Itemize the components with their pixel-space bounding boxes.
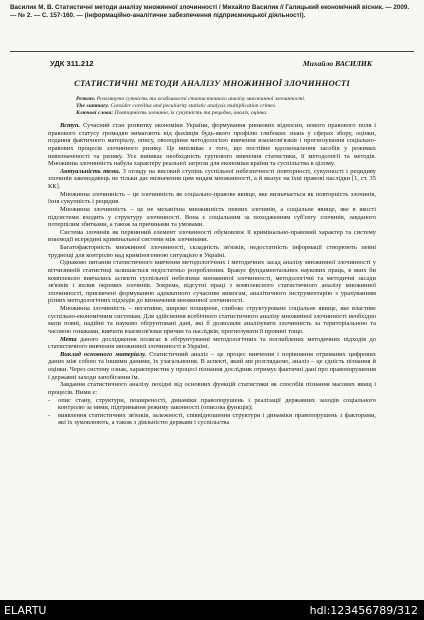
paragraph-lead: Вступ. bbox=[60, 122, 81, 129]
paragraph-text: Множинна злочинність – негативне, широко поширене, глибоко структуроване соціальне явище, яке властиве суспільно-економічним системам. Для здійснення всебічного статистичного аналізу множинної злочинності необхідно мати повні, надійні та науково обґрунтовані дані, які б дозволяли аналізувати злочинність за територіальною та часовою ознаками, вивчати взаємозв'язки причин та наслідків, прогнозувати її провині тощо. bbox=[48, 305, 376, 335]
author-name: Михайло ВАСИЛИК bbox=[302, 59, 372, 68]
summary-text: Consider coreillus and peculiarity statistic analysis multiplication crimes. bbox=[110, 102, 277, 109]
paragraph bbox=[48, 351, 376, 382]
paragraph-text: Багатофакторність множинної злочинності, складність зв'язків, недостатність інформації створюють певні труднощі для контролю над криміногенною ситуацією в Україні. bbox=[48, 244, 376, 259]
paragraph-text: З огляду на високий ступінь суспільної небезпечності повторності, сукупності і рецидиву злочинів законодавець не тільки дає визначення цим видам множинності, а й вказує на їхні правові наслідки [1, ст. 35 КК]. bbox=[48, 167, 376, 190]
article-body bbox=[48, 122, 376, 427]
keywords-text: Повторність злочинів, їх сукупність та рецидив, аналіз, оцінка. bbox=[114, 109, 268, 116]
article-title: СТАТИСТИЧНІ МЕТОДИ АНАЛІЗУ МНОЖИННОЇ ЗЛОЧИННОСТІ bbox=[74, 78, 350, 88]
paragraph bbox=[48, 122, 376, 168]
summary-line bbox=[76, 103, 386, 110]
paragraph-text: Завдання статистичного аналізу похідні від основних функцій статистики як способів пізнання масових явищ і процесів. Ними є: bbox=[48, 381, 376, 396]
handle-identifier: hdl:123456789/312 bbox=[309, 604, 418, 617]
paragraph bbox=[48, 336, 376, 351]
paragraph-text: Система злочинів як первинний елемент злочинності обумовлює її кримінально-правовий характер та систему взаємодії всередині кримінальної системи між злочинами. bbox=[48, 228, 376, 244]
list-item-text: виявлення статистичних зв'язків, залежності, співвідношення структури і динаміки правопорушень з факторами, які їх зумовлюють, а також з діяльністю держави і суспільства bbox=[58, 411, 376, 427]
paragraph-text: Сучасний стан розвитку економіки України, формування ринкових відносин, нового правового поля і правового статусу громадян вимагають від фахівців будь-якого профілю глибоких знань у сферах збору, оцінки, подання фактичного матеріалу, опису, оволодіння методологією вивчення взаємозв'язків і прогнозування соціально-правових процесів злочинного ризику. Це випливає з того, що постійне вдосконалення засобів у режимах невизначеності та ризику. Усе виникає необхідність групового вивчення статистики, її методології та методів. Множинна злочинність набула характеру реальної загрози для економіки країни та суспільства в цілому. bbox=[48, 122, 376, 168]
resume-line bbox=[76, 96, 386, 103]
keywords-line bbox=[76, 110, 386, 117]
paragraph bbox=[48, 244, 376, 259]
paragraph bbox=[48, 191, 376, 206]
footer-bar bbox=[0, 600, 424, 620]
paragraph-text: Статистичний аналіз – це процес вивчення і порівняння отриманих цифрових даних між собою та іншими даними, їх узагальнення. В аспекті, який ми розглядаємо, аналіз – це єдність пізнання й оцінки. Через систему ознак, характеристик у процесі пізнання дослідник отримує фактичні дані про правопорушення і державні заходи запобігання їм. bbox=[48, 350, 377, 381]
paragraph bbox=[48, 206, 376, 229]
repository-name: ELARTU bbox=[4, 604, 47, 617]
resume-text: Розглянуто сутність та особливості статистичного аналізу множинної злочинності. bbox=[96, 96, 306, 102]
list-item: - виявлення статистичних зв'язків, залежності, співвідношення структури і динаміки правопорушень з факторами, які їх зумовлюють, а також з діяльністю держави і суспільства bbox=[48, 411, 376, 427]
citation-header: Василик М. В. Статистичні методи аналізу множинної злочинності / Михайло Василик // Галицький економічний вісник. — 2009. — № 2. — С. 157-160. — (інформаційно-аналітичне забезпечення підприємницької діяльності). bbox=[10, 4, 410, 19]
paragraph-text: Множинна злочинність – це не механічна множинність певних злочинів, а соціальне явище, яке в якості підсистеми входить у структуру злочинності. Вона є соціальним за походженням суб'єкту злочинів, завданого потерпілим збитками, а також за причинами та умовами. bbox=[48, 205, 376, 229]
summary-label: The summary. bbox=[76, 102, 110, 109]
resume-label: Резюме. bbox=[76, 96, 96, 102]
paragraph bbox=[48, 168, 376, 191]
list-item: - опис стану, структури, поширеності, динаміки правопорушень і реалізації державних заходів соціального контролю за ними, підтримання режиму законності (описова функція); bbox=[48, 396, 376, 412]
citation-divider bbox=[10, 51, 414, 52]
list-item-text: опис стану, структури, поширеності, динаміки правопорушень і реалізації державних заходів соціального контролю за ними, підтримання режиму законності (описова функція); bbox=[58, 396, 376, 412]
abstract-block bbox=[76, 96, 386, 116]
paragraph bbox=[48, 381, 376, 396]
keywords-label: Ключові слова: bbox=[76, 109, 114, 116]
paragraph-lead: Актуальність теми. bbox=[60, 167, 121, 175]
paragraph-text: Однаково питання статистичного вивчення методологічних і методичних засад аналізу множинної злочинності у вітчизняній статистиці залишається недостатньо розробленим. Бракує фундаментальних наукових праць, в яких би комплексно вивчались аспекти суспільної небезпеки множинної злочинності, методологічні та методичні засади зв'язків і вплив окремих злочинів. Зокрема, відсутні праці з комплексного статистичного аналізу множинної злочинності, присвячені формуванню адекватного сучасним вимогам, аналітичного інструментарію з урахуванням різних методологічних підходів до визначення множинної злочинності. bbox=[48, 259, 376, 305]
paragraph bbox=[48, 305, 376, 336]
paragraph-lead: Виклад основного матеріалу. bbox=[60, 350, 147, 358]
paragraph-lead: Мета bbox=[60, 335, 77, 343]
udk-code: УДК 311.212 bbox=[50, 59, 94, 68]
paragraph bbox=[48, 229, 376, 244]
paragraph-text: даного дослідження полягає в обґрунтуванні методологічних та поглиблених методичних підходів до статистичного вивчення множинної злочинності в Україні. bbox=[48, 335, 376, 351]
paragraph bbox=[48, 259, 376, 305]
paragraph-text: Множинна злочинність – це злочинність як соціально-правове явище, яке визначається як повторність злочинів, їхня сукупність і рецидив. bbox=[48, 190, 376, 206]
